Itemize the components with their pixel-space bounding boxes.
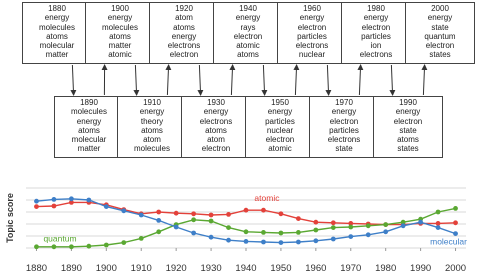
topic-term: particles — [329, 125, 359, 135]
data-point-molecular — [401, 223, 406, 228]
topic-term: molecules — [133, 144, 170, 154]
timeline-arrow — [391, 65, 392, 95]
topic-box-1900 — [85, 2, 155, 64]
topic-term: electron — [265, 135, 295, 145]
data-point-atomic — [244, 208, 249, 213]
topic-term: electron — [329, 116, 359, 126]
data-point-quantum — [313, 228, 318, 233]
series-label-molecular: molecular — [430, 236, 467, 247]
data-point-molecular — [331, 237, 336, 242]
topic-term: particles — [361, 31, 391, 41]
topic-box-1920 — [149, 2, 219, 64]
topic-box-year: 1920 — [175, 4, 193, 13]
data-point-atomic — [296, 216, 301, 221]
topic-term: electrons — [295, 41, 329, 51]
data-point-molecular — [261, 240, 266, 245]
topic-term: particles — [265, 116, 295, 126]
data-point-molecular — [366, 232, 371, 237]
topic-term: electron — [297, 22, 327, 32]
topic-score-chart — [0, 180, 489, 278]
data-point-molecular — [191, 231, 196, 236]
topic-box-year: 1950 — [271, 98, 289, 107]
topic-term: energy — [427, 13, 453, 23]
x-tick-label: 1940 — [235, 263, 257, 274]
data-point-atomic — [453, 220, 458, 225]
topic-term: atomic — [268, 144, 292, 154]
timeline-arrow — [423, 65, 424, 95]
data-point-molecular — [174, 225, 179, 230]
topic-box-year: 1990 — [399, 98, 417, 107]
data-point-quantum — [279, 231, 284, 236]
data-point-quantum — [121, 240, 126, 245]
topic-term: state — [335, 144, 353, 154]
topic-term: atoms — [397, 135, 419, 145]
topic-term: energy — [44, 13, 70, 23]
data-point-molecular — [348, 234, 353, 239]
x-tick-label: 1920 — [165, 263, 187, 274]
data-point-molecular — [52, 197, 57, 202]
x-tick-label: 1950 — [270, 263, 292, 274]
topic-box-year: 1980 — [367, 4, 385, 13]
data-point-atomic — [191, 211, 196, 216]
data-point-atomic — [331, 220, 336, 225]
topic-term: atom — [143, 135, 161, 145]
timeline-arrow — [295, 65, 296, 95]
data-point-molecular — [226, 238, 231, 243]
topic-box-1950 — [245, 96, 315, 158]
data-point-atomic — [261, 208, 266, 213]
topic-term: energy — [395, 107, 421, 117]
data-point-molecular — [156, 218, 161, 223]
timeline-arrow — [263, 65, 264, 95]
topic-box-1890 — [54, 96, 124, 158]
data-point-quantum — [436, 210, 441, 215]
timeline-arrow — [199, 65, 200, 95]
topic-term: matter — [77, 144, 101, 154]
data-point-atomic — [436, 221, 441, 226]
topic-box-year: 1900 — [111, 4, 129, 13]
x-tick-label: 1890 — [60, 263, 82, 274]
topic-term: electron — [361, 22, 391, 32]
data-point-quantum — [209, 219, 214, 224]
data-point-quantum — [139, 236, 144, 241]
topic-term: state — [431, 22, 449, 32]
data-point-quantum — [156, 229, 161, 234]
data-point-molecular — [139, 213, 144, 218]
topic-term: molecules — [70, 107, 107, 117]
topic-box-1960 — [277, 2, 347, 64]
data-point-molecular — [121, 208, 126, 213]
data-point-quantum — [331, 225, 336, 230]
topic-term: energy — [203, 107, 229, 117]
topic-term: atoms — [109, 31, 131, 41]
topic-term: atomic — [108, 50, 132, 60]
timeline-arrow — [72, 65, 73, 95]
data-point-quantum — [34, 244, 39, 249]
data-point-molecular — [279, 240, 284, 245]
data-point-quantum — [69, 244, 74, 249]
data-point-quantum — [104, 243, 109, 248]
data-point-molecular — [418, 220, 423, 225]
topic-box-1930 — [181, 96, 251, 158]
topic-box-year: 1910 — [143, 98, 161, 107]
topic-term: states — [429, 50, 451, 60]
data-point-quantum — [453, 206, 458, 211]
topic-term: atoms — [173, 22, 195, 32]
timeline-arrow — [327, 65, 328, 95]
data-point-quantum — [226, 225, 231, 230]
x-tick-label: 1970 — [340, 263, 362, 274]
topic-box-1970 — [309, 96, 379, 158]
data-point-atomic — [52, 204, 57, 209]
data-point-molecular — [69, 196, 74, 201]
topic-box-year: 1970 — [335, 98, 353, 107]
x-tick-label: 1980 — [375, 263, 397, 274]
topic-term: energy — [76, 116, 102, 126]
data-point-atomic — [174, 211, 179, 216]
topic-term: matter — [108, 41, 132, 51]
data-point-atomic — [156, 210, 161, 215]
x-tick-label: 1930 — [200, 263, 222, 274]
topic-term: electrons — [327, 135, 361, 145]
x-tick-label: 1990 — [410, 263, 432, 274]
topic-term: atoms — [78, 125, 100, 135]
topic-term: molecules — [101, 22, 138, 32]
topic-term: particles — [297, 31, 327, 41]
topic-box-1880 — [22, 2, 92, 64]
timeline-arrow — [135, 65, 136, 95]
topic-term: energy — [171, 31, 197, 41]
data-point-quantum — [348, 225, 353, 230]
data-point-molecular — [296, 240, 301, 245]
topic-box-year: 1880 — [48, 4, 66, 13]
x-tick-label: 1910 — [130, 263, 152, 274]
x-tick-label: 1900 — [95, 263, 117, 274]
data-point-atomic — [226, 212, 231, 217]
data-point-molecular — [34, 199, 39, 204]
topic-term: atomic — [236, 41, 260, 51]
x-tick-label: 1960 — [305, 263, 327, 274]
topic-box-1990 — [373, 96, 443, 158]
data-point-molecular — [86, 198, 91, 203]
topic-term: electron — [233, 31, 263, 41]
topic-term: atom — [175, 13, 193, 23]
topic-term: atom — [207, 135, 225, 145]
topic-term: electrons — [167, 41, 201, 51]
data-point-quantum — [296, 230, 301, 235]
topic-box-1980 — [341, 2, 411, 64]
data-point-quantum — [52, 244, 57, 249]
data-point-quantum — [191, 217, 196, 222]
topic-term: nuclear — [298, 50, 326, 60]
data-point-atomic — [313, 220, 318, 225]
topic-term: molecules — [38, 22, 75, 32]
topic-term: energy — [235, 13, 261, 23]
data-point-molecular — [104, 204, 109, 209]
topic-term: molecular — [71, 135, 107, 145]
topic-term: electron — [201, 144, 231, 154]
x-tick-label: 1880 — [25, 263, 48, 274]
topic-term: atoms — [205, 125, 227, 135]
topic-term: rays — [240, 22, 256, 32]
series-label-quantum: quantum — [43, 233, 77, 244]
data-point-quantum — [261, 230, 266, 235]
data-point-atomic — [34, 204, 39, 209]
topic-term: energy — [139, 107, 165, 117]
data-point-molecular — [453, 231, 458, 236]
topic-term: states — [397, 144, 419, 154]
data-point-quantum — [244, 229, 249, 234]
topic-term: atoms — [46, 31, 68, 41]
data-point-quantum — [383, 222, 388, 227]
topic-term: state — [399, 125, 417, 135]
topic-box-1940 — [213, 2, 283, 64]
topic-box-1910 — [117, 96, 187, 158]
topic-term: energy — [107, 13, 133, 23]
topic-term: electron — [393, 116, 423, 126]
timeline-arrow — [231, 65, 232, 95]
topic-term: electron — [169, 50, 199, 60]
topic-term: energy — [267, 107, 293, 117]
timeline-arrow — [167, 65, 168, 95]
series-line-atomic — [36, 202, 455, 224]
topic-term: energy — [331, 107, 357, 117]
topic-term: molecular — [39, 41, 75, 51]
data-point-molecular — [383, 229, 388, 234]
topic-term: quantum — [424, 31, 456, 41]
data-point-atomic — [209, 213, 214, 218]
data-point-quantum — [366, 223, 371, 228]
topic-term: atoms — [141, 125, 163, 135]
topic-term: ion — [370, 41, 382, 51]
topic-term: energy — [363, 13, 389, 23]
y-axis-label: Topic score — [5, 193, 15, 243]
topic-term: atoms — [237, 50, 259, 60]
topic-box-year: 1940 — [239, 4, 257, 13]
topic-term: electrons — [359, 50, 393, 60]
topic-box-year: 1890 — [80, 98, 98, 107]
topic-term: theory — [140, 116, 164, 126]
topic-box-year: 1930 — [207, 98, 225, 107]
topic-term: electrons — [199, 116, 233, 126]
data-point-molecular — [209, 235, 214, 240]
data-point-molecular — [436, 225, 441, 230]
data-point-molecular — [244, 239, 249, 244]
timeline-arrow — [359, 65, 360, 95]
topic-term: energy — [299, 13, 325, 23]
topic-term: matter — [45, 50, 69, 60]
series-label-atomic: atomic — [254, 193, 280, 204]
x-tick-label: 2000 — [444, 263, 467, 274]
topic-box-2000 — [405, 2, 475, 64]
topic-box-year: 1960 — [303, 4, 321, 13]
topic-term: nuclear — [266, 125, 294, 135]
data-point-quantum — [86, 244, 91, 249]
data-point-atomic — [279, 211, 284, 216]
topic-term: electron — [425, 41, 455, 51]
data-point-molecular — [313, 238, 318, 243]
topic-box-year: 2000 — [431, 4, 449, 13]
